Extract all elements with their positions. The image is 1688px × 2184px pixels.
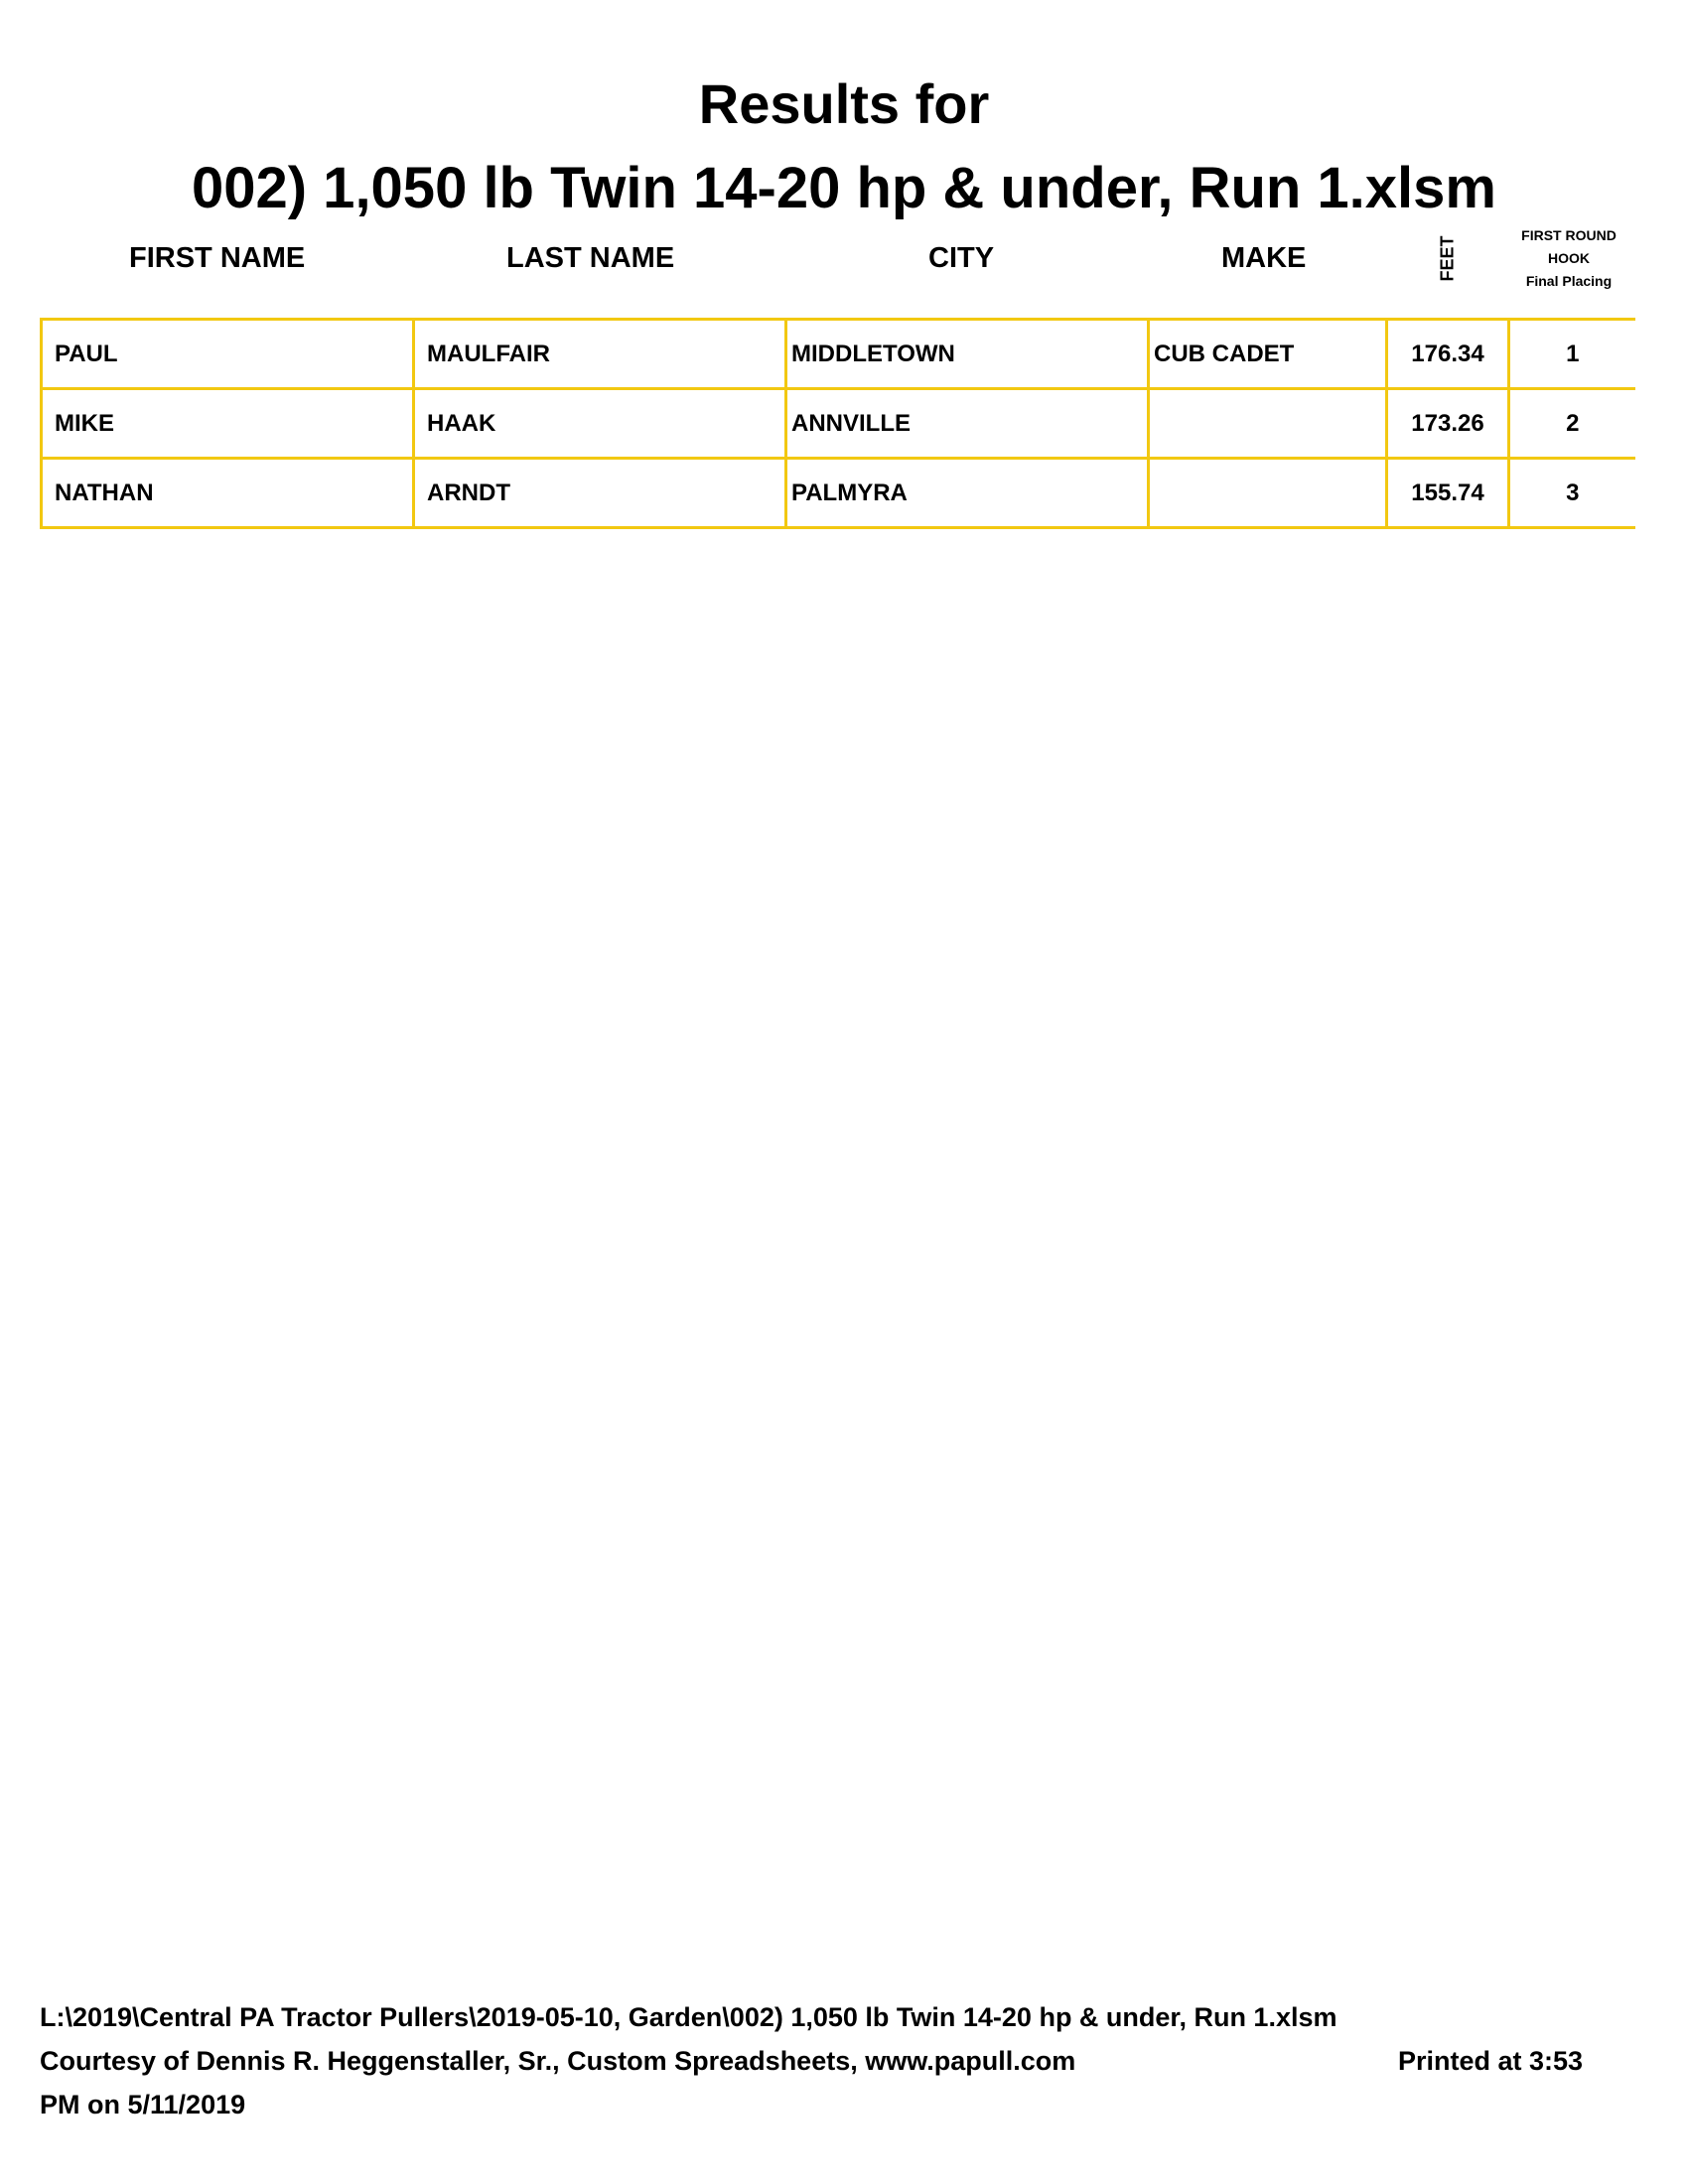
cell-feet: 173.26	[1387, 389, 1509, 459]
cell-make	[1149, 389, 1387, 459]
cell-first-name: PAUL	[42, 320, 414, 389]
cell-city: MIDDLETOWN	[786, 320, 1149, 389]
header-hook	[1504, 224, 1633, 293]
footer-printed-date: PM on 5/11/2019	[40, 2090, 246, 2119]
header-last-name: LAST NAME	[506, 242, 675, 274]
header-first-name: FIRST NAME	[129, 242, 306, 274]
header-feet-label: FEET	[1437, 234, 1458, 282]
cell-city: PALMYRA	[786, 459, 1149, 528]
cell-last-name: ARNDT	[414, 459, 786, 528]
cell-first-name: NATHAN	[42, 459, 414, 528]
table-row	[42, 320, 1635, 389]
footer-file-path: L:\2019\Central PA Tractor Pullers\2019-05-10, Garden\002) 1,050 lb Twin 14-20 hp & under, Run 1.xlsm	[40, 2002, 1337, 2032]
cell-city: ANNVILLE	[786, 389, 1149, 459]
cell-make: CUB CADET	[1149, 320, 1387, 389]
cell-feet: 176.34	[1387, 320, 1509, 389]
page-title: Results for	[698, 72, 990, 135]
footer-courtesy: Courtesy of Dennis R. Heggenstaller, Sr., Custom Spreadsheets, www.papull.com	[40, 2046, 1076, 2076]
cell-first-name: MIKE	[42, 389, 414, 459]
cell-place: 2	[1509, 389, 1635, 459]
header-make: MAKE	[1221, 242, 1307, 274]
cell-last-name: MAULFAIR	[414, 320, 786, 389]
table-row	[42, 389, 1635, 459]
cell-last-name: HAAK	[414, 389, 786, 459]
header-hook-line3: Final Placing	[1525, 273, 1613, 289]
table-row	[42, 459, 1635, 528]
header-feet	[1423, 228, 1473, 288]
header-city: CITY	[928, 242, 995, 274]
header-hook-line2: HOOK	[1548, 250, 1590, 266]
header-hook-line1: FIRST ROUND	[1521, 227, 1617, 243]
footer-courtesy-line	[40, 2039, 1648, 2083]
footer-printed-at: Printed at 3:53	[1398, 2046, 1584, 2076]
cell-feet: 155.74	[1387, 459, 1509, 528]
cell-place: 1	[1509, 320, 1635, 389]
results-table	[40, 318, 1635, 529]
page-subtitle: 002) 1,050 lb Twin 14-20 hp & under, Run 1.xlsm	[191, 156, 1496, 220]
cell-place: 3	[1509, 459, 1635, 528]
cell-make	[1149, 459, 1387, 528]
